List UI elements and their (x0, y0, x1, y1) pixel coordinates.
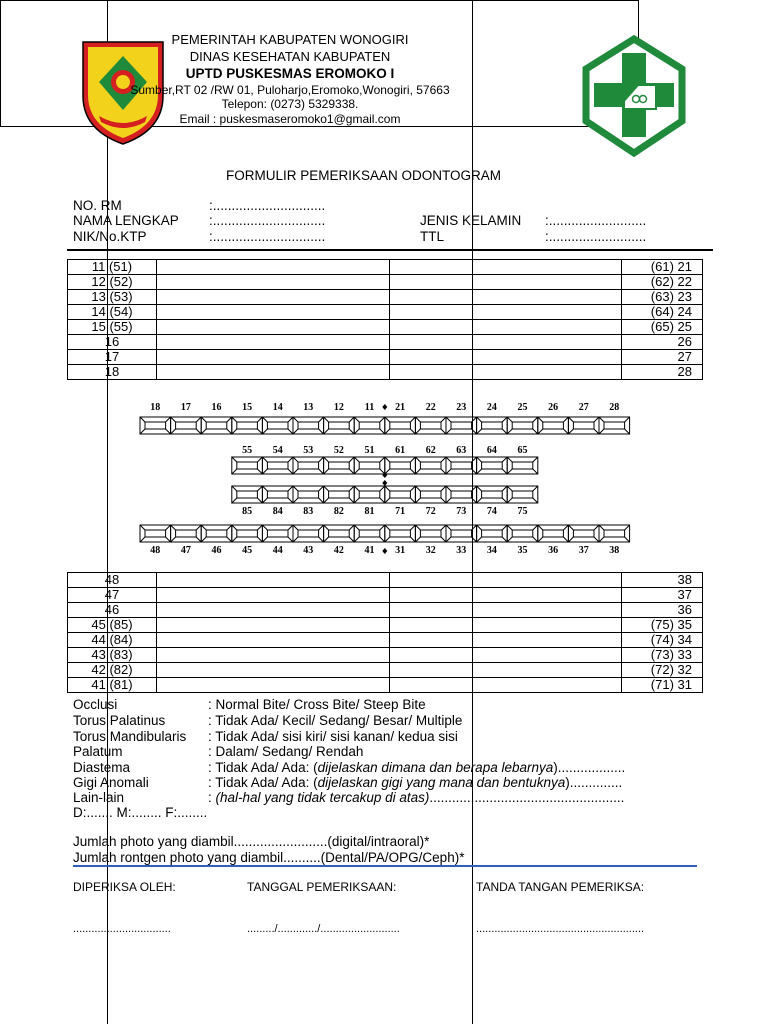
gigi-anomali-label: Gigi Anomali (73, 775, 149, 790)
tooth-number-right: (75) 35 (622, 618, 703, 633)
tooth-note-cell[interactable] (389, 260, 622, 275)
tooth-number-label: 54 (272, 445, 283, 456)
tooth-number-label: 64 (486, 445, 497, 456)
midline-marker (382, 548, 387, 554)
tooth-number-label: 21 (395, 402, 406, 413)
tooth-table-row (68, 678, 703, 693)
tooth-diagram[interactable] (477, 486, 508, 503)
tooth-diagram[interactable] (324, 457, 355, 474)
tooth-number-right: 28 (622, 365, 703, 380)
tooth-diagram[interactable] (262, 525, 293, 542)
tooth-diagram[interactable] (415, 525, 446, 542)
tooth-diagram[interactable] (262, 457, 293, 474)
tooth-diagram[interactable] (385, 417, 416, 434)
blue-underline (73, 865, 697, 867)
tooth-diagram[interactable] (140, 417, 171, 434)
tooth-diagram[interactable] (262, 417, 293, 434)
tooth-number-label: 48 (150, 545, 161, 556)
tooth-number-label: 46 (211, 545, 222, 556)
tooth-note-cell[interactable] (389, 335, 622, 350)
tooth-diagram[interactable] (324, 525, 355, 542)
tooth-note-cell[interactable] (389, 320, 622, 335)
tooth-number-right: (74) 34 (622, 633, 703, 648)
tooth-number-label: 26 (548, 402, 559, 413)
header-phone: Telepon: (0273) 5329338. (221, 97, 359, 111)
tooth-number-label: 74 (486, 506, 497, 517)
torus-mandibularis-label: Torus Mandibularis (73, 729, 187, 744)
tooth-note-cell[interactable] (157, 663, 390, 678)
tooth-number-label: 43 (303, 545, 314, 556)
tooth-diagram[interactable] (354, 486, 385, 503)
tooth-diagram[interactable] (354, 417, 385, 434)
tooth-number-label: 75 (517, 506, 528, 517)
tooth-number-label: 81 (364, 506, 375, 517)
tooth-diagram[interactable] (507, 417, 538, 434)
tooth-diagram[interactable] (232, 457, 263, 474)
tooth-note-cell[interactable] (389, 678, 622, 693)
tooth-number-left: 42 (82) (68, 663, 157, 678)
tooth-note-cell[interactable] (157, 573, 390, 588)
header-line-1: PEMERINTAH KABUPATEN WONOGIRI (171, 32, 409, 47)
tooth-number-label: 13 (303, 402, 314, 413)
tooth-note-cell[interactable] (157, 350, 390, 365)
tooth-diagram[interactable] (293, 486, 324, 503)
tooth-number-left: 18 (68, 365, 157, 380)
gigi-anomali-options: : Tidak Ada/ Ada: (dijelaskan gigi yang mana dan bentuknya).............. (208, 775, 623, 790)
tooth-note-cell[interactable] (157, 633, 390, 648)
tooth-table-row (68, 365, 703, 380)
form-title: FORMULIR PEMERIKSAAN ODONTOGRAM (226, 168, 502, 183)
tooth-number-left: 41 (81) (68, 678, 157, 693)
tooth-number-label: 12 (333, 402, 344, 413)
tooth-number-label: 16 (211, 402, 222, 413)
diperiksa-oleh-label: DIPERIKSA OLEH: (73, 880, 176, 894)
tooth-number-label: 53 (303, 445, 314, 456)
tooth-table-row (68, 350, 703, 365)
tooth-number-label: 22 (425, 402, 436, 413)
tooth-number-label: 38 (609, 545, 620, 556)
tooth-diagram[interactable] (446, 486, 477, 503)
tooth-note-cell[interactable] (389, 648, 622, 663)
tooth-note-cell[interactable] (157, 305, 390, 320)
tooth-diagram[interactable] (507, 525, 538, 542)
tooth-diagram[interactable] (599, 525, 630, 542)
tooth-table-row (68, 290, 703, 305)
tooth-number-label: 61 (395, 445, 406, 456)
tooth-number-left: 13 (53) (68, 290, 157, 305)
tooth-number-label: 73 (456, 506, 467, 517)
divider (67, 249, 713, 251)
tooth-diagram[interactable] (232, 417, 263, 434)
tooth-diagram[interactable] (171, 417, 202, 434)
tooth-number-label: 17 (180, 402, 191, 413)
tooth-number-label: 72 (425, 506, 436, 517)
jenis-kelamin-field[interactable]: :.......................... (545, 213, 647, 228)
no-rm-label: NO. RM (73, 198, 122, 213)
tooth-number-left: 43 (83) (68, 648, 157, 663)
tooth-number-right: (71) 31 (622, 678, 703, 693)
torus-palatinus-label: Torus Palatinus (73, 713, 166, 728)
tooth-number-right: (62) 22 (622, 275, 703, 290)
jenis-kelamin-label: JENIS KELAMIN (420, 213, 522, 228)
ttl-label: TTL (420, 229, 445, 244)
tooth-note-cell[interactable] (157, 260, 390, 275)
tooth-note-cell[interactable] (389, 365, 622, 380)
tooth-number-right: 36 (622, 603, 703, 618)
header-line-3: UPTD PUSKESMAS EROMOKO I (185, 66, 395, 81)
tooth-number-label: 83 (303, 506, 314, 517)
tooth-number-right: (63) 23 (622, 290, 703, 305)
tooth-diagram[interactable] (293, 457, 324, 474)
tooth-note-cell[interactable] (157, 275, 390, 290)
tooth-number-label: 65 (517, 445, 528, 456)
tooth-table-row (68, 618, 703, 633)
tooth-number-label: 27 (578, 402, 589, 413)
tooth-table-row (68, 320, 703, 335)
lower-tooth-table (67, 572, 703, 693)
tooth-table-row (68, 588, 703, 603)
tooth-number-left: 12 (52) (68, 275, 157, 290)
tooth-diagram[interactable] (446, 417, 477, 434)
tooth-number-label: 18 (150, 402, 161, 413)
tooth-diagram[interactable] (415, 417, 446, 434)
tooth-diagram[interactable] (507, 486, 538, 503)
tooth-diagram[interactable] (446, 457, 477, 474)
tooth-diagram[interactable] (538, 417, 569, 434)
tooth-table-row (68, 648, 703, 663)
tooth-note-cell[interactable] (157, 320, 390, 335)
torus-palatinus-options: : Tidak Ada/ Kecil/ Sedang/ Besar/ Multiple (208, 713, 463, 728)
tooth-number-left: 44 (84) (68, 633, 157, 648)
tooth-diagram[interactable] (385, 486, 416, 503)
palatum-label: Palatum (73, 744, 123, 759)
header-line-2: DINAS KESEHATAN KABUPATEN (189, 49, 391, 64)
tooth-number-label: 14 (272, 402, 283, 413)
nama-field[interactable]: :.............................. (209, 213, 326, 228)
tooth-note-cell[interactable] (157, 678, 390, 693)
tooth-diagram[interactable] (568, 525, 599, 542)
tooth-diagram[interactable] (354, 525, 385, 542)
tooth-diagram[interactable] (477, 525, 508, 542)
tooth-note-cell[interactable] (389, 603, 622, 618)
tooth-note-cell[interactable] (157, 365, 390, 380)
tooth-diagram[interactable] (385, 525, 416, 542)
tooth-number-left: 47 (68, 588, 157, 603)
tooth-number-label: 33 (456, 545, 467, 556)
tooth-number-right: (72) 32 (622, 663, 703, 678)
tooth-number-left: 14 (54) (68, 305, 157, 320)
tooth-note-cell[interactable] (157, 335, 390, 350)
tooth-number-label: 84 (272, 506, 283, 517)
tanggal-pemeriksaan-field[interactable]: ........./............./.......................... (247, 923, 400, 935)
tooth-number-right: 26 (622, 335, 703, 350)
tooth-number-label: 34 (486, 545, 497, 556)
tooth-number-right: 38 (622, 573, 703, 588)
tooth-diagram[interactable] (415, 457, 446, 474)
tooth-number-label: 25 (517, 402, 528, 413)
tooth-diagram[interactable] (293, 417, 324, 434)
tooth-number-left: 11 (51) (68, 260, 157, 275)
tooth-note-cell[interactable] (389, 633, 622, 648)
midline-marker (382, 480, 387, 486)
tooth-table-row (68, 633, 703, 648)
tooth-diagram[interactable] (201, 525, 232, 542)
tooth-number-right: (65) 25 (622, 320, 703, 335)
lain-lain-options: : (hal-hal yang tidak tercakup di atas).................................................... (208, 790, 625, 805)
tooth-number-label: 47 (180, 545, 191, 556)
occlusi-label: Occlusi (73, 697, 118, 712)
tooth-note-cell[interactable] (389, 573, 622, 588)
tooth-diagram[interactable] (415, 486, 446, 503)
ttl-field[interactable]: :.......................... (545, 229, 647, 244)
tooth-number-label: 55 (242, 445, 253, 456)
tooth-note-cell[interactable] (389, 305, 622, 320)
rontgen-count-line: Jumlah rontgen photo yang diambil..........(Dental/PA/OPG/Ceph)* (73, 850, 465, 865)
tooth-number-label: 45 (242, 545, 253, 556)
tooth-table-row (68, 335, 703, 350)
diastema-label: Diastema (73, 760, 131, 775)
tooth-number-label: 82 (333, 506, 344, 517)
tooth-diagram[interactable] (538, 525, 569, 542)
dmf-index: D:....... M:........ F:........ (73, 805, 208, 820)
occlusi-options: : Normal Bite/ Cross Bite/ Steep Bite (208, 697, 426, 712)
tooth-diagram[interactable] (599, 417, 630, 434)
nik-field[interactable]: :.............................. (209, 229, 326, 244)
tooth-note-cell[interactable] (389, 588, 622, 603)
tooth-diagram[interactable] (477, 417, 508, 434)
tooth-diagram[interactable] (232, 486, 263, 503)
tooth-number-label: 35 (517, 545, 528, 556)
tooth-diagram[interactable] (140, 525, 171, 542)
tooth-number-left: 46 (68, 603, 157, 618)
photo-count-line: Jumlah photo yang diambil.........................(digital/intraoral)* (73, 834, 430, 849)
tooth-diagram[interactable] (171, 525, 202, 542)
tooth-note-cell[interactable] (157, 618, 390, 633)
tooth-diagram[interactable] (477, 457, 508, 474)
tooth-note-cell[interactable] (389, 618, 622, 633)
tooth-note-cell[interactable] (157, 290, 390, 305)
tooth-number-label: 23 (456, 402, 467, 413)
tooth-note-cell[interactable] (157, 588, 390, 603)
tooth-number-right: (64) 24 (622, 305, 703, 320)
tanggal-pemeriksaan-label: TANGGAL PEMERIKSAAN: (247, 880, 397, 894)
tooth-number-label: 36 (548, 545, 559, 556)
tooth-number-left: 15 (55) (68, 320, 157, 335)
tooth-note-cell[interactable] (389, 350, 622, 365)
palatum-options: : Dalam/ Sedang/ Rendah (208, 744, 364, 759)
tooth-number-left: 16 (68, 335, 157, 350)
tooth-diagram[interactable] (262, 486, 293, 503)
tooth-number-left: 45 (85) (68, 618, 157, 633)
puskesmas-logo (578, 35, 690, 157)
tooth-number-label: 51 (364, 445, 375, 456)
tooth-number-left: 17 (68, 350, 157, 365)
tooth-number-label: 37 (578, 545, 589, 556)
tooth-number-label: 31 (395, 545, 406, 556)
header-address: Sumber,RT 02 /RW 01, Puloharjo,Eromoko,Wonogiri, 57663 (130, 83, 450, 97)
diastema-options: : Tidak Ada/ Ada: (dijelaskan dimana dan berapa lebarnya).................. (208, 760, 626, 775)
tooth-diagram[interactable] (293, 525, 324, 542)
tooth-number-label: 15 (242, 402, 253, 413)
tanda-tangan-label: TANDA TANGAN PEMERIKSA: (476, 880, 645, 894)
odontogram-chart (130, 395, 640, 560)
tooth-note-cell[interactable] (157, 603, 390, 618)
tooth-diagram[interactable] (232, 525, 263, 542)
tooth-diagram[interactable] (507, 457, 538, 474)
tooth-number-left: 48 (68, 573, 157, 588)
no-rm-field[interactable]: :.............................. (209, 198, 326, 213)
torus-mandibularis-options: : Tidak Ada/ sisi kiri/ sisi kanan/ kedua sisi (208, 729, 458, 744)
tooth-table-row (68, 663, 703, 678)
tooth-number-right: (73) 33 (622, 648, 703, 663)
tooth-diagram[interactable] (354, 457, 385, 474)
tooth-diagram[interactable] (385, 457, 416, 474)
tooth-table-row (68, 603, 703, 618)
tooth-number-right: 27 (622, 350, 703, 365)
tooth-number-label: 63 (456, 445, 467, 456)
tooth-number-right: (61) 21 (622, 260, 703, 275)
tooth-note-cell[interactable] (389, 290, 622, 305)
tooth-table-row (68, 305, 703, 320)
tooth-number-label: 11 (364, 402, 375, 413)
tooth-number-label: 42 (333, 545, 344, 556)
tooth-number-label: 62 (425, 445, 436, 456)
tooth-number-label: 52 (333, 445, 344, 456)
tooth-number-right: 37 (622, 588, 703, 603)
tooth-table-row (68, 260, 703, 275)
tooth-diagram[interactable] (446, 525, 477, 542)
midline-marker (382, 404, 387, 410)
upper-tooth-table (67, 259, 703, 380)
tooth-diagram[interactable] (324, 417, 355, 434)
diperiksa-oleh-field[interactable]: ................................ (73, 923, 171, 935)
tooth-diagram[interactable] (568, 417, 599, 434)
tooth-number-label: 32 (425, 545, 436, 556)
nama-label: NAMA LENGKAP (73, 213, 179, 228)
tooth-diagram[interactable] (324, 486, 355, 503)
tooth-number-label: 28 (609, 402, 620, 413)
tooth-number-label: 24 (486, 402, 497, 413)
tanda-tangan-field[interactable]: ....................................................... (476, 923, 645, 935)
tooth-number-label: 71 (395, 506, 406, 517)
nik-label: NIK/No.KTP (73, 229, 147, 244)
tooth-table-row (68, 275, 703, 290)
tooth-note-cell[interactable] (389, 663, 622, 678)
tooth-number-label: 85 (242, 506, 253, 517)
tooth-note-cell[interactable] (389, 275, 622, 290)
tooth-number-label: 41 (364, 545, 375, 556)
lain-lain-label: Lain-lain (73, 790, 125, 805)
tooth-diagram[interactable] (201, 417, 232, 434)
tooth-number-label: 44 (272, 545, 283, 556)
tooth-table-row (68, 573, 703, 588)
header-email: Email : puskesmaseromoko1@gmail.com (179, 112, 401, 126)
tooth-note-cell[interactable] (157, 648, 390, 663)
